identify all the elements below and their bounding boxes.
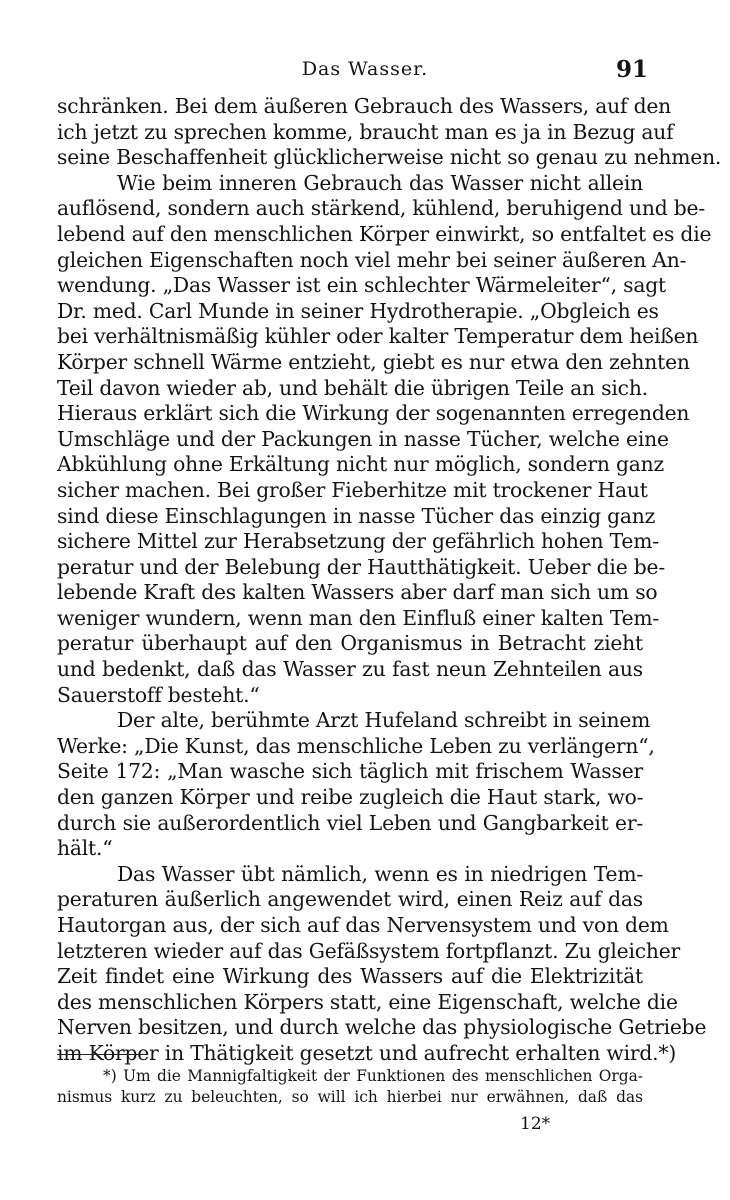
text-line: wendung. „Das Wasser ist ein schlechter Wärmeleiter“, sagt <box>57 273 666 298</box>
page-number: 91 <box>616 56 649 83</box>
text-line: im Körper in Thätigkeit gesetzt und aufrecht erhalten wird.*) <box>57 1040 677 1065</box>
body-text <box>57 94 722 1067</box>
text-line: gleichen Eigenschaften noch viel mehr bei seiner äußeren An- <box>57 247 687 272</box>
text-line: Nerven besitzen, und durch welche das physiologische Getriebe <box>57 1015 707 1040</box>
text-line: den ganzen Körper und reibe zugleich die Haut stark, wo- <box>57 785 644 810</box>
text-line: sicher machen. Bei großer Fieberhitze mit trockener Haut <box>57 477 648 502</box>
footnote <box>57 1066 643 1108</box>
text-line: Wie beim inneren Gebrauch das Wasser nicht allein <box>117 170 643 195</box>
text-line: Umschläge und der Packungen in nasse Tücher, welche eine <box>57 426 669 451</box>
footnote-line: nismus kurz zu beleuchten, so will ich hierbei nur erwähnen, daß das <box>57 1088 643 1106</box>
text-line: peratur überhaupt auf den Organismus in Betracht zieht <box>57 631 643 656</box>
text-line: letzteren wieder auf das Gefäßsystem fortpflanzt. Zu gleicher <box>57 938 681 963</box>
text-line: Das Wasser übt nämlich, wenn es in niedrigen Tem- <box>117 861 643 886</box>
text-line: Sauerstoff besteht.“ <box>57 682 260 707</box>
text-line: Hieraus erklärt sich die Wirkung der sogenannten erregenden <box>57 401 690 426</box>
footnote-rule <box>57 1054 147 1055</box>
text-line: des menschlichen Körpers statt, eine Eigenschaft, welche die <box>57 989 678 1014</box>
text-line: Teil davon wieder ab, und behält die übrigen Teile an sich. <box>57 375 648 400</box>
footnote-line: *) Um die Mannigfaltigkeit der Funktionen des menschlichen Orga- <box>103 1067 643 1085</box>
text-line: peraturen äußerlich angewendet wird, einen Reiz auf das <box>57 887 643 912</box>
text-line: lebend auf den menschlichen Körper einwirkt, so entfaltet es die <box>57 221 712 246</box>
text-line: Zeit findet eine Wirkung des Wassers auf die Elektrizität <box>57 964 643 989</box>
text-line: Der alte, berühmte Arzt Hufeland schreibt in seinem <box>117 708 651 733</box>
text-line: Hautorgan aus, der sich auf das Nervensystem und von dem <box>57 913 669 937</box>
text-line: hält.“ <box>57 836 113 861</box>
text-line: auflösend, sondern auch stärkend, kühlend, beruhigend und be- <box>57 196 705 221</box>
text-line: Seite 172: „Man wasche sich täglich mit frischem Wasser <box>57 759 643 784</box>
text-line: peratur und der Belebung der Hautthätigkeit. Ueber die be- <box>57 554 665 579</box>
text-line: Abkühlung ohne Erkältung nicht nur möglich, sondern ganz <box>57 452 664 477</box>
text-line: sichere Mittel zur Herabsetzung der gefährlich hohen Tem- <box>57 529 659 554</box>
text-line: seine Beschaffenheit glücklicherweise nicht so genau zu nehmen. <box>57 145 722 170</box>
text-line: bei verhältnismäßig kühler oder kalter Temperatur dem heißen <box>57 324 699 349</box>
text-line: durch sie außerordentlich viel Leben und Gangbarkeit er- <box>57 810 643 835</box>
text-line: Körper schnell Wärme entzieht, giebt es nur etwa den zehnten <box>57 349 690 374</box>
text-line: Dr. med. Carl Munde in seiner Hydrotherapie. „Obgleich es <box>57 298 659 323</box>
text-line: Werke: „Die Kunst, das menschliche Leben zu verlängern“, <box>57 733 655 758</box>
text-line: weniger wundern, wenn man den Einfluß einer kalten Tem- <box>57 605 660 630</box>
signature-mark: 12* <box>520 1114 551 1134</box>
text-line: lebende Kraft des kalten Wassers aber darf man sich um so <box>57 580 658 605</box>
text-line: ich jetzt zu sprechen komme, braucht man es ja in Bezug auf <box>57 119 674 144</box>
text-line: sind diese Einschlagungen in nasse Tücher das einzig ganz <box>57 503 656 528</box>
text-line: schränken. Bei dem äußeren Gebrauch des Wassers, auf den <box>57 94 672 118</box>
running-title: Das Wasser. <box>301 58 429 80</box>
text-line: und bedenkt, daß das Wasser zu fast neun Zehnteilen aus <box>57 657 643 682</box>
